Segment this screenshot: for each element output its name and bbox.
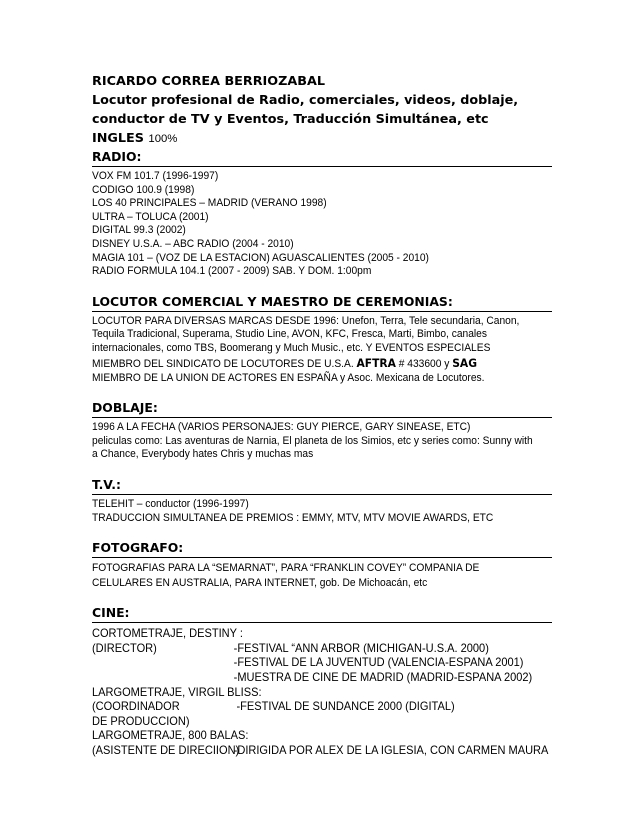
radio-item: LOS 40 PRINCIPALES – MADRID (VERANO 1998) <box>92 197 327 210</box>
fotografo-line: FOTOGRAFIAS PARA LA “SEMARNAT”, PARA “FRANKLIN COVEY” COMPANIA DE <box>92 562 480 575</box>
aftra-label: AFTRA <box>356 355 396 370</box>
assistant-role: (ASISTENTE DE DIRECIION) <box>92 743 240 758</box>
language-label: INGLES <box>92 130 144 145</box>
radio-item: CODIGO 100.9 (1998) <box>92 183 195 196</box>
cine-director-row-2 <box>92 655 524 670</box>
director-festival-2: -FESTIVAL DE LA JUVENTUD (VALENCIA-ESPANA 2001) <box>233 655 524 670</box>
section-title-doblaje: DOBLAJE: <box>92 400 552 418</box>
director-festival-1: -FESTIVAL “ANN ARBOR (MICHIGAN-U.S.A. 2000) <box>233 640 489 655</box>
cine-feature-1: LARGOMETRAJE, VIRGIL BLISS: <box>92 684 262 699</box>
assistant-note: -DIRIGIDA POR ALEX DE LA IGLESIA, CON CARMEN MAURA <box>233 743 549 758</box>
radio-list <box>92 170 552 279</box>
language-percent: 100% <box>148 133 178 145</box>
locutor-line: internacionales, como TBS, Boomerang y Much Music., etc. Y EVENTOS ESPECIALES <box>92 341 491 354</box>
resume-name: RICARDO CORREA BERRIOZABAL <box>92 73 326 88</box>
headline-line-2: conductor de TV y Eventos, Traducción Simultánea, etc <box>92 111 489 126</box>
section-title-locutor: LOCUTOR COMERCIAL Y MAESTRO DE CEREMONIAS: <box>92 294 552 312</box>
radio-item: RADIO FORMULA 104.1 (2007 - 2009) SAB. Y DOM. 1:00pm <box>92 265 372 278</box>
cine-short-film: CORTOMETRAJE, DESTINY : <box>92 626 243 641</box>
section-title-radio: RADIO: <box>92 149 552 167</box>
tv-line: TRADUCCION SIMULTANEA DE PREMIOS : EMMY, MTV, MTV MOVIE AWARDS, ETC <box>92 511 494 524</box>
cine-director-row-3 <box>92 670 533 685</box>
cine-coordinator-row <box>92 699 515 714</box>
locutor-line: LOCUTOR PARA DIVERSAS MARCAS DESDE 1996: Unefon, Terra, Tele secundaria, Canon, <box>92 314 520 327</box>
aftra-number: # 433600 y <box>395 357 453 370</box>
radio-item: ULTRA – TOLUCA (2001) <box>92 210 209 223</box>
resume-document <box>92 71 552 758</box>
radio-item: MAGIA 101 – (VOZ DE LA ESTACION) AGUASCALIENTES (2005 - 2010) <box>92 251 429 264</box>
doblaje-line: a Chance, Everybody hates Chris y muchas mas <box>92 448 314 461</box>
doblaje-line: peliculas como: Las aventuras de Narnia, El planeta de los Simios, etc y series como: Sunny with <box>92 434 533 447</box>
section-title-fotografo: FOTOGRAFO: <box>92 540 552 558</box>
director-festival-3: -MUESTRA DE CINE DE MADRID (MADRID-ESPANA 2002) <box>233 670 533 685</box>
radio-item: DISNEY U.S.A. – ABC RADIO (2004 - 2010) <box>92 237 294 250</box>
doblaje-line: 1996 A LA FECHA (VARIOS PERSONAJES: GUY PIERCE, GARY SINEASE, ETC) <box>92 421 471 434</box>
membership-prefix: MIEMBRO DEL SINDICATO DE LOCUTORES DE U.S.A. <box>92 357 357 370</box>
locutor-line: Tequila Tradicional, Superama, Studio Line, AVON, KFC, Fresca, Marti, Bimbo, canales <box>92 328 487 341</box>
radio-item: DIGITAL 99.3 (2002) <box>92 224 186 237</box>
section-title-tv: T.V.: <box>92 477 552 495</box>
tv-line: TELEHIT – conductor (1996-1997) <box>92 497 249 510</box>
coordinator-role: (COORDINADOR <box>92 699 180 714</box>
cine-assistant-row <box>92 743 549 758</box>
radio-item: VOX FM 101.7 (1996-1997) <box>92 170 219 182</box>
director-role: (DIRECTOR) <box>92 640 157 655</box>
cine-director-row <box>92 641 515 656</box>
coordinator-role-2: DE PRODUCCION) <box>92 713 190 728</box>
sag-label: SAG <box>452 355 477 370</box>
coordinator-festival: -FESTIVAL DE SUNDANCE 2000 (DIGITAL) <box>236 699 455 714</box>
membership-line-2: MIEMBRO DE LA UNION DE ACTORES EN ESPAÑA y Asoc. Mexicana de Locutores. <box>92 371 485 384</box>
membership-line <box>92 356 520 372</box>
section-title-cine: CINE: <box>92 605 552 623</box>
language-line <box>92 128 566 149</box>
headline-line-1: Locutor profesional de Radio, comerciales, videos, doblaje, <box>92 92 519 107</box>
fotografo-line: CELULARES EN AUSTRALIA, PARA INTERNET, gob. De Michoacán, etc <box>92 576 428 589</box>
cine-feature-2: LARGOMETRAJE, 800 BALAS: <box>92 728 249 743</box>
